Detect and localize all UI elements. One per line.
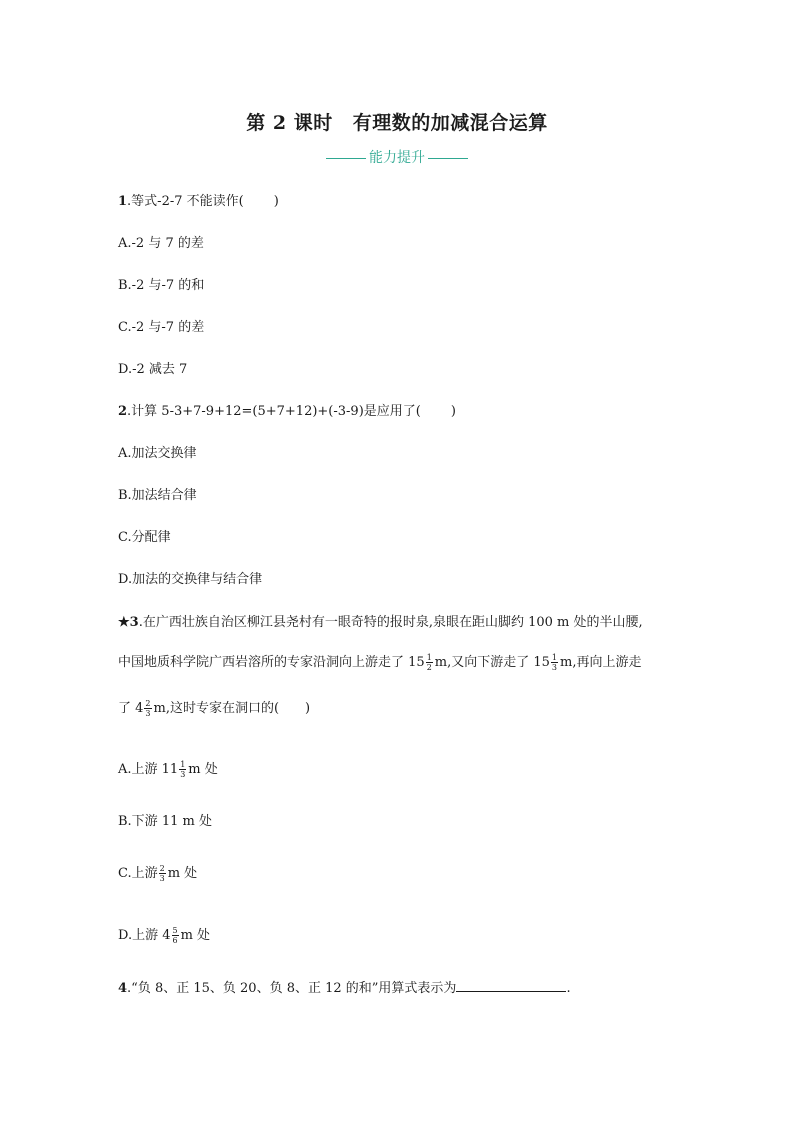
option-3a: A.上游 11 $\frac{1}{3}$ m 处: [118, 760, 218, 779]
question-3-line-3: 了 4 $\frac{2}{3}$ m,这时专家在洞口的( ): [118, 699, 311, 718]
option-2b: B.加法结合律: [118, 488, 197, 503]
fraction: $\frac{1}{3}$: [551, 653, 558, 672]
question-stem: .等式-2-7 不能读作(: [127, 194, 244, 209]
question-number: 4: [118, 981, 128, 996]
question-4: 4.“负 8、正 15、负 20、负 8、正 12 的和”用算式表示为 .: [118, 978, 571, 999]
question-number: 2: [118, 404, 128, 419]
heading-rule-left: [326, 158, 366, 159]
option-1a: A.-2 与 7 的差: [118, 236, 204, 251]
fraction: $\frac{2}{3}$: [145, 699, 151, 718]
star-icon: ★: [118, 615, 130, 630]
question-1: 1.等式-2-7 不能读作( ): [118, 194, 279, 209]
option-1b: B.-2 与-7 的和: [118, 278, 205, 293]
question-3-line-2: 中国地质科学院广西岩溶所的专家沿洞向上游走了 15 $\frac{1}{2}$ m,又向下游走了 15 $\frac{1}{3}$ m,再向上游走: [118, 653, 642, 672]
page-title: [0, 108, 794, 135]
option-1c: C.-2 与-7 的差: [118, 320, 205, 335]
option-2d: D.加法的交换律与结合律: [118, 572, 263, 587]
option-3d: D.上游 4 $\frac{5}{6}$ m 处: [118, 926, 211, 945]
fraction: $\frac{5}{6}$: [172, 926, 178, 945]
section-heading: [0, 147, 794, 167]
question-stem: .“负 8、正 15、负 20、负 8、正 12 的和”用算式表示为: [127, 981, 457, 996]
option-3b: B.下游 11 m 处: [118, 814, 212, 829]
question-2: 2.计算 5-3+7-9+12=(5+7+12)+(-3-9)是应用了( ): [118, 404, 456, 419]
fraction: $\frac{1}{3}$: [180, 760, 186, 779]
fraction: $\frac{1}{2}$: [426, 653, 432, 672]
answer-blank[interactable]: [456, 978, 566, 992]
question-3-line-1: [118, 613, 643, 633]
fraction: $\frac{2}{3}$: [159, 864, 165, 883]
question-stem: .计算 5-3+7-9+12=(5+7+12)+(-3-9)是应用了(: [127, 404, 421, 419]
option-2c: C.分配律: [118, 530, 171, 545]
option-3c: C.上游 $\frac{2}{3}$ m 处: [118, 864, 198, 883]
question-number: 1: [118, 194, 128, 209]
heading-rule-right: [428, 158, 468, 159]
option-1d: D.-2 减去 7: [118, 362, 188, 377]
lesson-topic: 有理数的加减混合运算: [352, 112, 548, 134]
lesson-number: 第 2 课时: [246, 112, 333, 134]
question-stem: .在广西壮族自治区柳江县尧村有一眼奇特的报时泉,泉眼在距山脚约 100 m 处的半山腰,: [138, 615, 643, 630]
option-2a: A.加法交换律: [118, 446, 197, 461]
question-number: 3: [129, 615, 139, 630]
section-label: 能力提升: [369, 150, 425, 166]
